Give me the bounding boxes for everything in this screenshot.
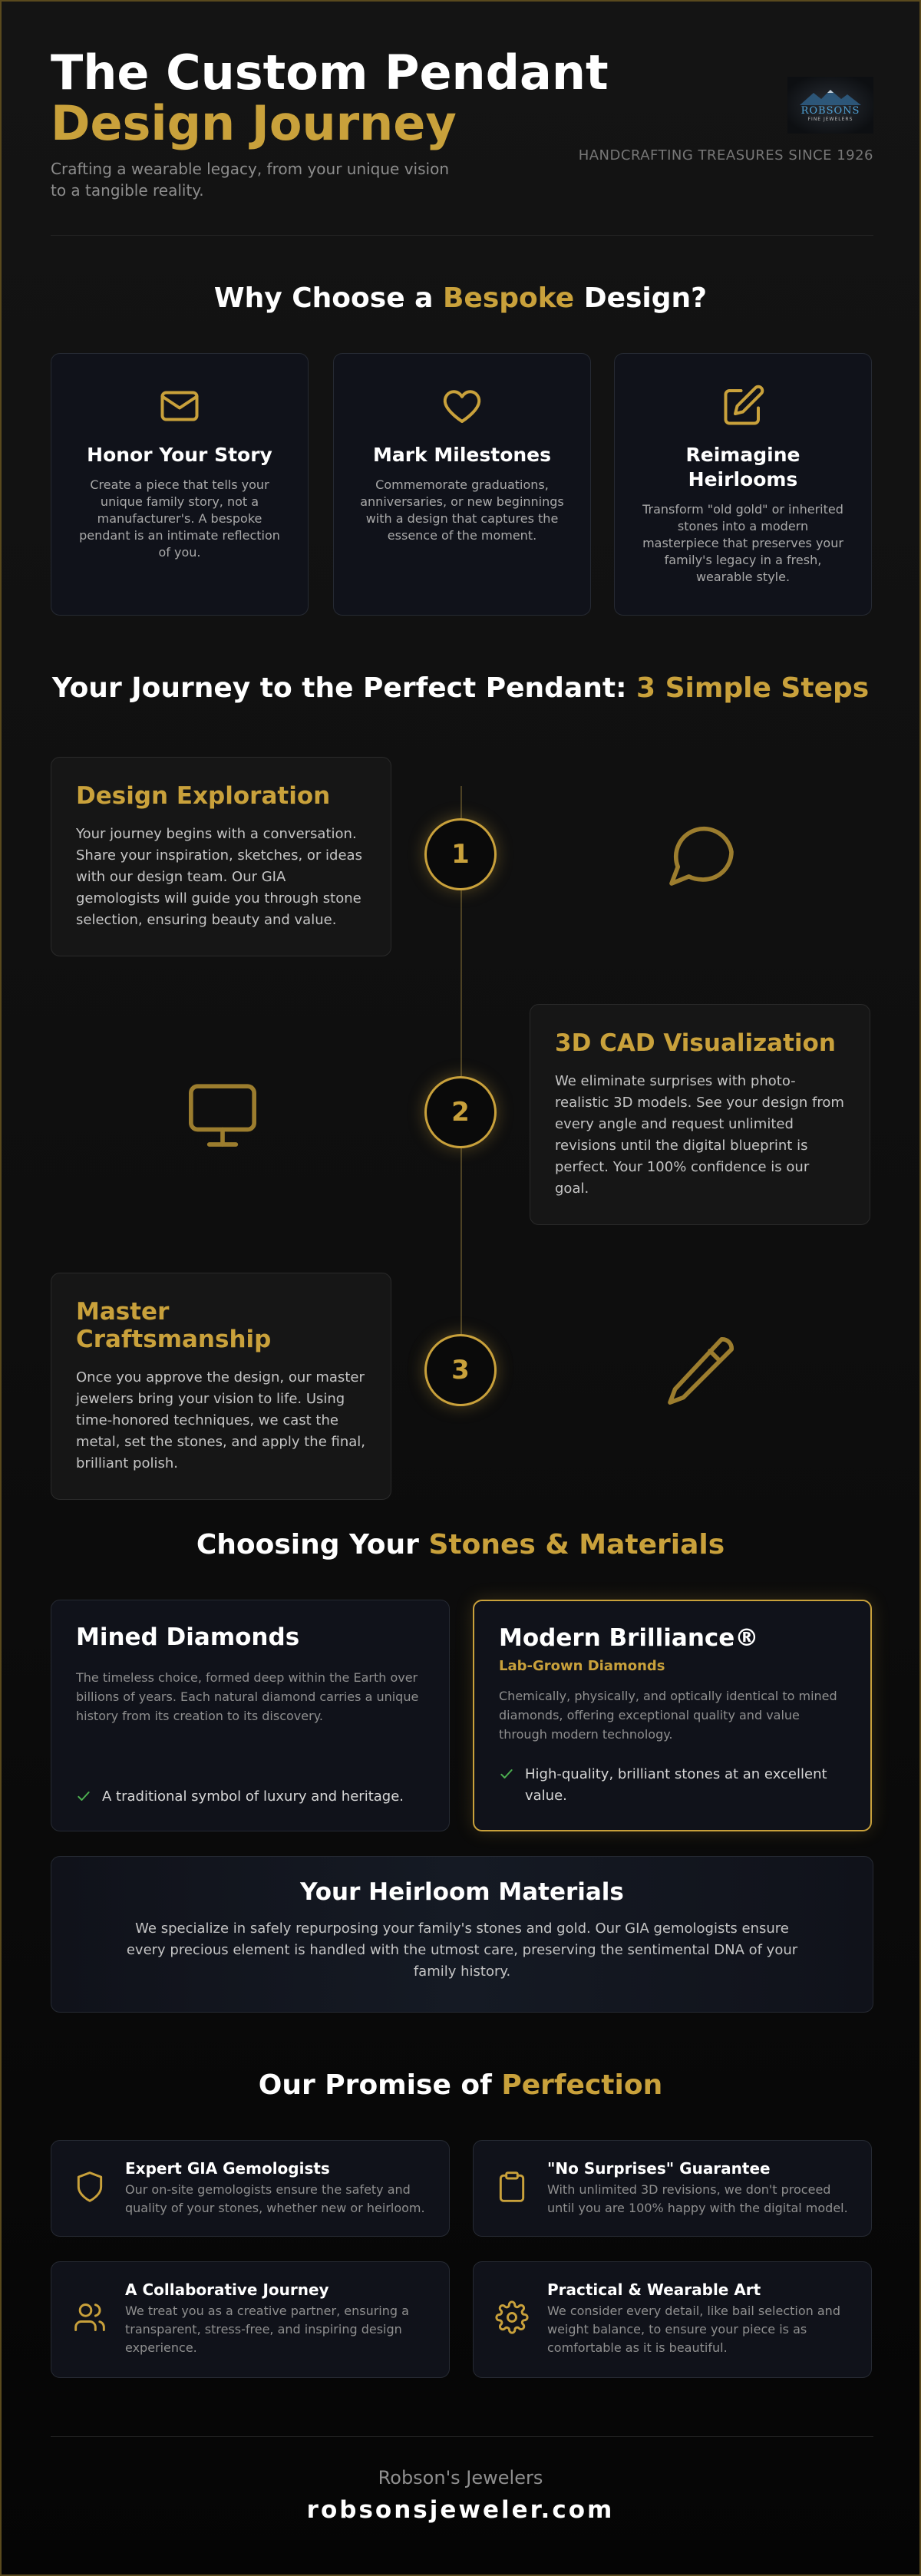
footer-website-link[interactable]: robsonsjeweler.com xyxy=(306,2496,615,2524)
step-text: We eliminate surprises with photo-realistic 3D models. See your design from every angle and request unlimited revisions until the digital blueprint is perfect. Your 100% confidence is our goal. xyxy=(555,1073,844,1197)
monitor-icon xyxy=(183,1075,262,1154)
promise-title: "No Surprises" Guarantee xyxy=(547,2159,771,2178)
pen-tool-icon xyxy=(660,1331,740,1411)
why-card-title: Reimagine Heirlooms xyxy=(685,444,801,490)
check-text: High-quality, brilliant stones at an excellent value. xyxy=(525,1766,827,1804)
promise-section-title xyxy=(2,2069,919,2101)
promise-card-gemologists xyxy=(51,2140,450,2237)
why-section-title xyxy=(2,282,919,314)
step-card-master-craftsmanship xyxy=(51,1273,391,1500)
journey-title-pre: Your Journey to the Perfect Pendant: xyxy=(51,672,637,704)
promise-card-wearable-art xyxy=(473,2261,872,2378)
envelope-icon xyxy=(157,383,203,429)
stone-title: Mined Diamonds xyxy=(76,1623,300,1651)
stones-title-accent: Stones & Materials xyxy=(428,1529,725,1560)
mountains-logo-icon xyxy=(800,88,861,105)
title-line-1: The Custom Pendant xyxy=(51,45,609,101)
heirloom-title: Your Heirloom Materials xyxy=(300,1878,624,1906)
why-title-accent: Bespoke xyxy=(442,282,575,314)
check-icon xyxy=(76,1788,91,1804)
tagline: Crafting a wearable legacy, from your unique vision to a tangible reality. xyxy=(51,160,449,200)
step-number-3: 3 xyxy=(424,1334,497,1406)
users-icon xyxy=(73,2300,107,2334)
footer-divider xyxy=(51,2436,873,2437)
promise-text: We treat you as a creative partner, ensuring a transparent, stress-free, and inspiring design experience. xyxy=(125,2304,409,2355)
why-card-title: Mark Milestones xyxy=(372,444,552,466)
stone-title: Modern Brilliance® xyxy=(499,1624,759,1652)
why-card-text: Commemorate graduations, anniversaries, or new beginnings with a design that captures the essence of the moment. xyxy=(360,477,564,543)
stone-subtitle: Lab-Grown Diamonds xyxy=(499,1658,665,1674)
why-title-pre: Why Choose a xyxy=(213,282,443,314)
journey-section-title xyxy=(2,672,919,704)
heirloom-text: We specialize in safely repurposing your family's stones and gold. Our GIA gemologists ensure every precious element is handled with the utmost care, preserving the sentimental DNA of your family history. xyxy=(126,1920,798,1980)
clipboard-icon xyxy=(495,2170,529,2204)
logo-subtitle: FINE JEWELERS xyxy=(807,117,853,122)
modern-brilliance-card xyxy=(473,1600,872,1831)
mined-diamonds-card xyxy=(51,1600,450,1831)
promise-title-pre: Our Promise of xyxy=(258,2069,502,2101)
header xyxy=(51,45,873,239)
shield-icon xyxy=(73,2170,107,2204)
header-divider xyxy=(51,235,873,236)
why-card-text: Create a piece that tells your unique family story, not a manufacturer's. A bespoke pendant is an intimate reflection of you. xyxy=(79,477,280,560)
check-icon xyxy=(499,1766,514,1782)
step-text: Your journey begins with a conversation. Share your inspiration, sketches, or ideas with our design team. Our GIA gemologists will guide you through stone selection, ensuring beauty and value. xyxy=(76,826,362,928)
promise-card-no-surprises xyxy=(473,2140,872,2237)
why-card-text: Transform "old gold" or inherited stones into a modern masterpiece that preserves your family's legacy in a fresh, wearable style. xyxy=(642,502,843,584)
title-line-2: Design Journey xyxy=(51,95,457,151)
since-line: HANDCRAFTING TREASURES SINCE 1926 xyxy=(578,147,873,163)
promise-title-accent: Perfection xyxy=(501,2069,663,2101)
promise-card-collaborative xyxy=(51,2261,450,2378)
stones-title-pre: Choosing Your xyxy=(196,1529,429,1560)
check-row xyxy=(76,1786,424,1808)
step-title: 3D CAD Visualization xyxy=(555,1029,836,1057)
check-text: A traditional symbol of luxury and heritage. xyxy=(102,1788,404,1805)
pencil-square-icon xyxy=(720,383,766,429)
robsons-logo xyxy=(787,77,873,134)
chat-bubble-icon xyxy=(662,814,741,893)
gear-icon xyxy=(495,2300,529,2334)
heirloom-materials-card xyxy=(51,1856,873,2013)
promise-text: We consider every detail, like bail selection and weight balance, to ensure your piece is as comfortable as it is beautiful. xyxy=(547,2304,840,2355)
promise-title: A Collaborative Journey xyxy=(125,2280,329,2299)
check-row xyxy=(499,1764,846,1807)
footer-company-name: Robson's Jewelers xyxy=(378,2467,543,2488)
promise-text: Our on-site gemologists ensure the safety and quality of your stones, whether new or heirloom. xyxy=(125,2182,425,2215)
promise-title: Expert GIA Gemologists xyxy=(125,2159,330,2178)
why-card-heirlooms xyxy=(614,353,872,616)
promise-title: Practical & Wearable Art xyxy=(547,2280,761,2299)
promise-text: With unlimited 3D revisions, we don't proceed until you are 100% happy with the digital model. xyxy=(547,2182,848,2215)
step-number-2: 2 xyxy=(424,1076,497,1148)
step-card-3d-cad xyxy=(530,1004,870,1225)
step-title: Design Exploration xyxy=(76,782,331,810)
stones-section-title xyxy=(2,1529,919,1560)
why-card-title: Honor Your Story xyxy=(87,444,272,466)
heart-icon xyxy=(439,383,485,429)
logo-name: ROBSONS xyxy=(801,105,860,117)
why-card-honor-story xyxy=(51,353,309,616)
stone-description: Chemically, physically, and optically identical to mined diamonds, offering exceptional quality and value through modern technology. xyxy=(499,1689,837,1742)
why-card-milestones xyxy=(333,353,591,616)
why-title-post: Design? xyxy=(574,282,708,314)
step-number-1: 1 xyxy=(424,818,497,890)
stone-description: The timeless choice, formed deep within the Earth over billions of years. Each natural diamond carries a unique history from its creation to its discovery. xyxy=(76,1670,419,1723)
step-card-design-exploration xyxy=(51,757,391,956)
step-text: Once you approve the design, our master jewelers bring your vision to life. Using time-honored techniques, we cast the metal, set the stones, and apply the final, brilliant polish. xyxy=(76,1369,365,1471)
step-title: Master Craftsmanship xyxy=(76,1298,272,1353)
journey-title-accent: 3 Simple Steps xyxy=(636,672,870,704)
